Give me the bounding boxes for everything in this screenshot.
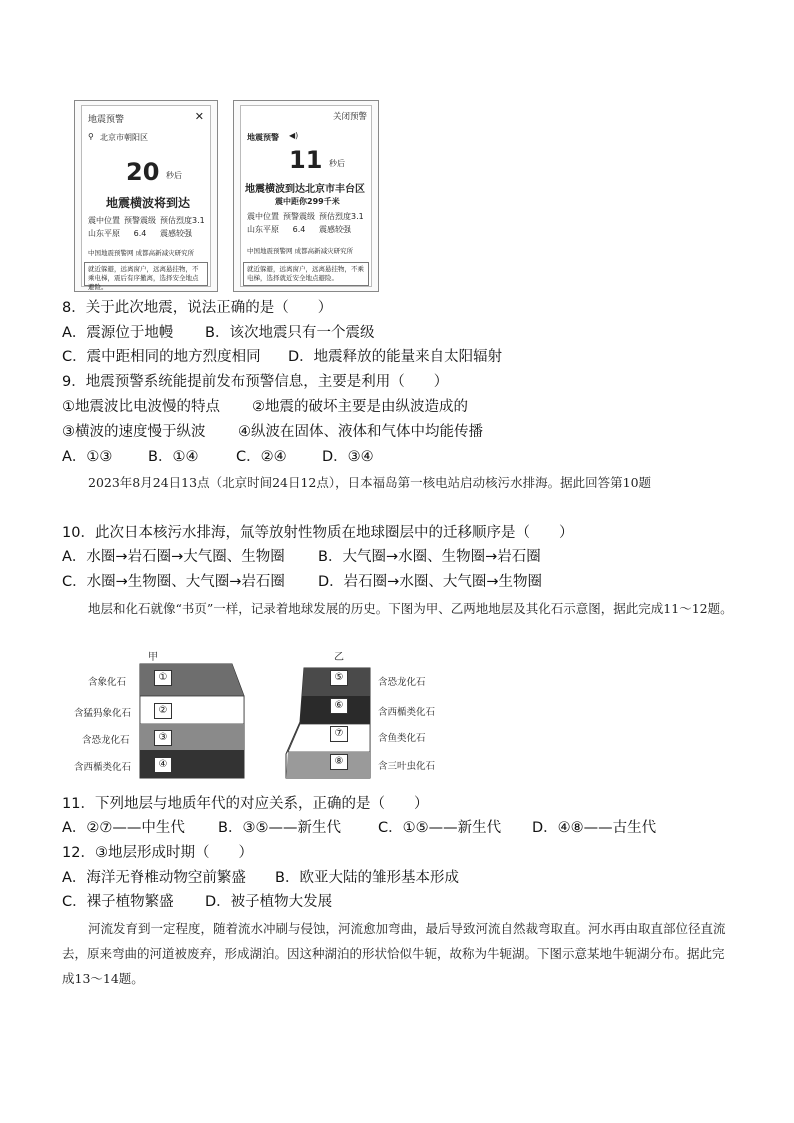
jia-num-4: ④	[154, 757, 172, 773]
q10-intro: 2023年8月24日13点（北京时间24日12点），日本福岛第一核电站启动核污水排海。据此回答第10题	[88, 475, 652, 490]
q12-option-d[interactable]: D．被子植物大发展	[205, 894, 333, 910]
countdown-unit: 秒后	[329, 159, 345, 168]
q10-stem: 10．此次日本核污水排海，氚等放射性物质在地球圈层中的迁移顺序是（ ）	[62, 525, 574, 541]
q11-option-d[interactable]: D．④⑧——古生代	[532, 820, 657, 836]
countdown-number: 11	[289, 146, 323, 174]
yi-label-6: 含西楯类化石	[378, 707, 436, 718]
q12-option-c[interactable]: C．裸子植物繁盛	[62, 894, 174, 910]
safety-note: 就近躲避，远离窗户，远离悬挂物，不乘电梯，选择就近安全地点避险。	[243, 262, 369, 286]
q12-option-b[interactable]: B．欧亚大陆的雏形基本形成	[275, 870, 459, 886]
q9-option-a[interactable]: A．①③	[62, 449, 113, 465]
yi-label-5: 含恐龙化石	[378, 677, 426, 688]
alert-info-table: 震中位置 预警震级 预估烈度3.1 山东平原 6.4 震感较强	[247, 212, 364, 234]
yi-num-6: ⑥	[330, 698, 348, 714]
jia-num-1: ①	[154, 670, 172, 686]
q9-option-d[interactable]: D．③④	[322, 449, 374, 465]
jia-label-1: 含象化石	[88, 677, 127, 688]
jia-label-4: 含西楯类化石	[74, 762, 132, 773]
q8-option-a[interactable]: A．震源位于地幔	[62, 325, 174, 341]
q11-intro: 地层和化石就像“书页”一样，记录着地球发展的历史。下图为甲、乙两地地层及其化石示意图，据此完成11～12题。	[88, 601, 733, 616]
alert-location: 北京市朝阳区	[100, 133, 148, 142]
yi-layer-8	[286, 752, 370, 778]
q13-intro: 河流发育到一定程度，随着流水冲刷与侵蚀，河流愈加弯曲，最后导致河流自然裁弯取直。河水再由取直部位径直流去，原来弯曲的河道被废弃，形成湖泊。因这种湖泊的形状恰似牛轭，故称为牛轭湖。下图示意某地牛轭湖分布。据此完成13～14题。	[62, 921, 726, 986]
q8-option-b[interactable]: B．该次地震只有一个震级	[205, 325, 375, 341]
q9-option-c[interactable]: C．②④	[236, 449, 287, 465]
q12-stem: 12．③地层形成时期（ ）	[62, 845, 253, 861]
yi-label-7: 含鱼类化石	[378, 733, 426, 744]
q9-statement-2: ②地震的破坏主要是由纵波造成的	[252, 399, 468, 415]
q10-option-d[interactable]: D．岩石圈→水圈、大气圈→生物圈	[318, 574, 542, 590]
alert-card-right	[233, 100, 379, 292]
yi-num-8: ⑧	[330, 754, 348, 770]
figure-yi-title: 乙	[334, 652, 344, 663]
alert-info-table: 震中位置 预警震级 预估烈度3.1 山东平原 6.4 震感较强	[88, 216, 205, 238]
speaker-icon: ◀)	[289, 131, 299, 140]
q10-option-c[interactable]: C．水圈→生物圈、大气圈→岩石圈	[62, 574, 285, 590]
close-icon[interactable]: ✕	[194, 110, 204, 123]
strata-figure	[62, 648, 440, 786]
q9-option-b[interactable]: B．①④	[148, 449, 199, 465]
alert-source: 中国地震预警网 成都高新减灾研究所	[88, 249, 195, 257]
safety-note: 就近躲避，远离窗户，远离悬挂物，不乘电梯，震后有序撤离，选择安全地点避险。	[84, 262, 208, 286]
q12-option-a[interactable]: A．海洋无脊椎动物空前繁盛	[62, 870, 246, 886]
jia-label-2: 含猛犸象化石	[74, 708, 132, 719]
jia-num-3: ③	[154, 730, 172, 746]
alert-headline: 地震横波到达北京市丰台区	[245, 184, 365, 195]
alert-source: 中国地震预警网 成都高新减灾研究所	[247, 247, 354, 255]
yi-num-7: ⑦	[330, 726, 348, 742]
countdown-number: 20	[126, 158, 160, 186]
alert-card-left	[74, 100, 218, 292]
alert-header: 地震预警	[88, 115, 125, 125]
q11-option-c[interactable]: C．①⑤——新生代	[378, 820, 502, 836]
q11-stem: 11．下列地层与地质年代的对应关系，正确的是（ ）	[62, 796, 429, 812]
q10-option-a[interactable]: A．水圈→岩石圈→大气圈、生物圈	[62, 549, 285, 565]
yi-layer-7	[288, 724, 370, 752]
q8-option-d[interactable]: D．地震释放的能量来自太阳辐射	[288, 349, 503, 365]
q8-stem: 8．关于此次地震，说法正确的是（ ）	[62, 300, 333, 316]
q10-option-b[interactable]: B．大气圈→水圈、生物圈→岩石圈	[318, 549, 541, 565]
jia-num-2: ②	[154, 703, 172, 719]
close-alert-button[interactable]: 关闭预警	[332, 112, 367, 122]
q9-statement-3: ③横波的速度慢于纵波	[62, 424, 206, 440]
alert-card-left-panel	[81, 105, 211, 291]
alert-title: 地震预警	[247, 133, 279, 142]
q11-option-b[interactable]: B．③⑤——新生代	[218, 820, 341, 836]
alert-card-right-panel	[240, 105, 372, 287]
location-pin-icon: ⚲	[88, 132, 94, 141]
q9-stem: 9．地震预警系统能提前发布预警信息，主要是利用（ ）	[62, 374, 449, 390]
alert-headline: 地震横波将到达	[106, 196, 191, 210]
yi-num-5: ⑤	[330, 670, 348, 686]
q9-statement-1: ①地震波比电波慢的特点	[62, 399, 220, 415]
jia-label-3: 含恐龙化石	[82, 735, 130, 746]
figure-jia-title: 甲	[148, 652, 158, 663]
q11-option-a[interactable]: A．②⑦——中生代	[62, 820, 185, 836]
q9-statement-4: ④纵波在固体、液体和气体中均能传播	[238, 424, 483, 440]
yi-label-8: 含三叶虫化石	[378, 761, 436, 772]
epicenter-distance: 震中距你299千米	[275, 197, 340, 206]
countdown-unit: 秒后	[166, 171, 182, 180]
q8-option-c[interactable]: C．震中距相同的地方烈度相同	[62, 349, 261, 365]
